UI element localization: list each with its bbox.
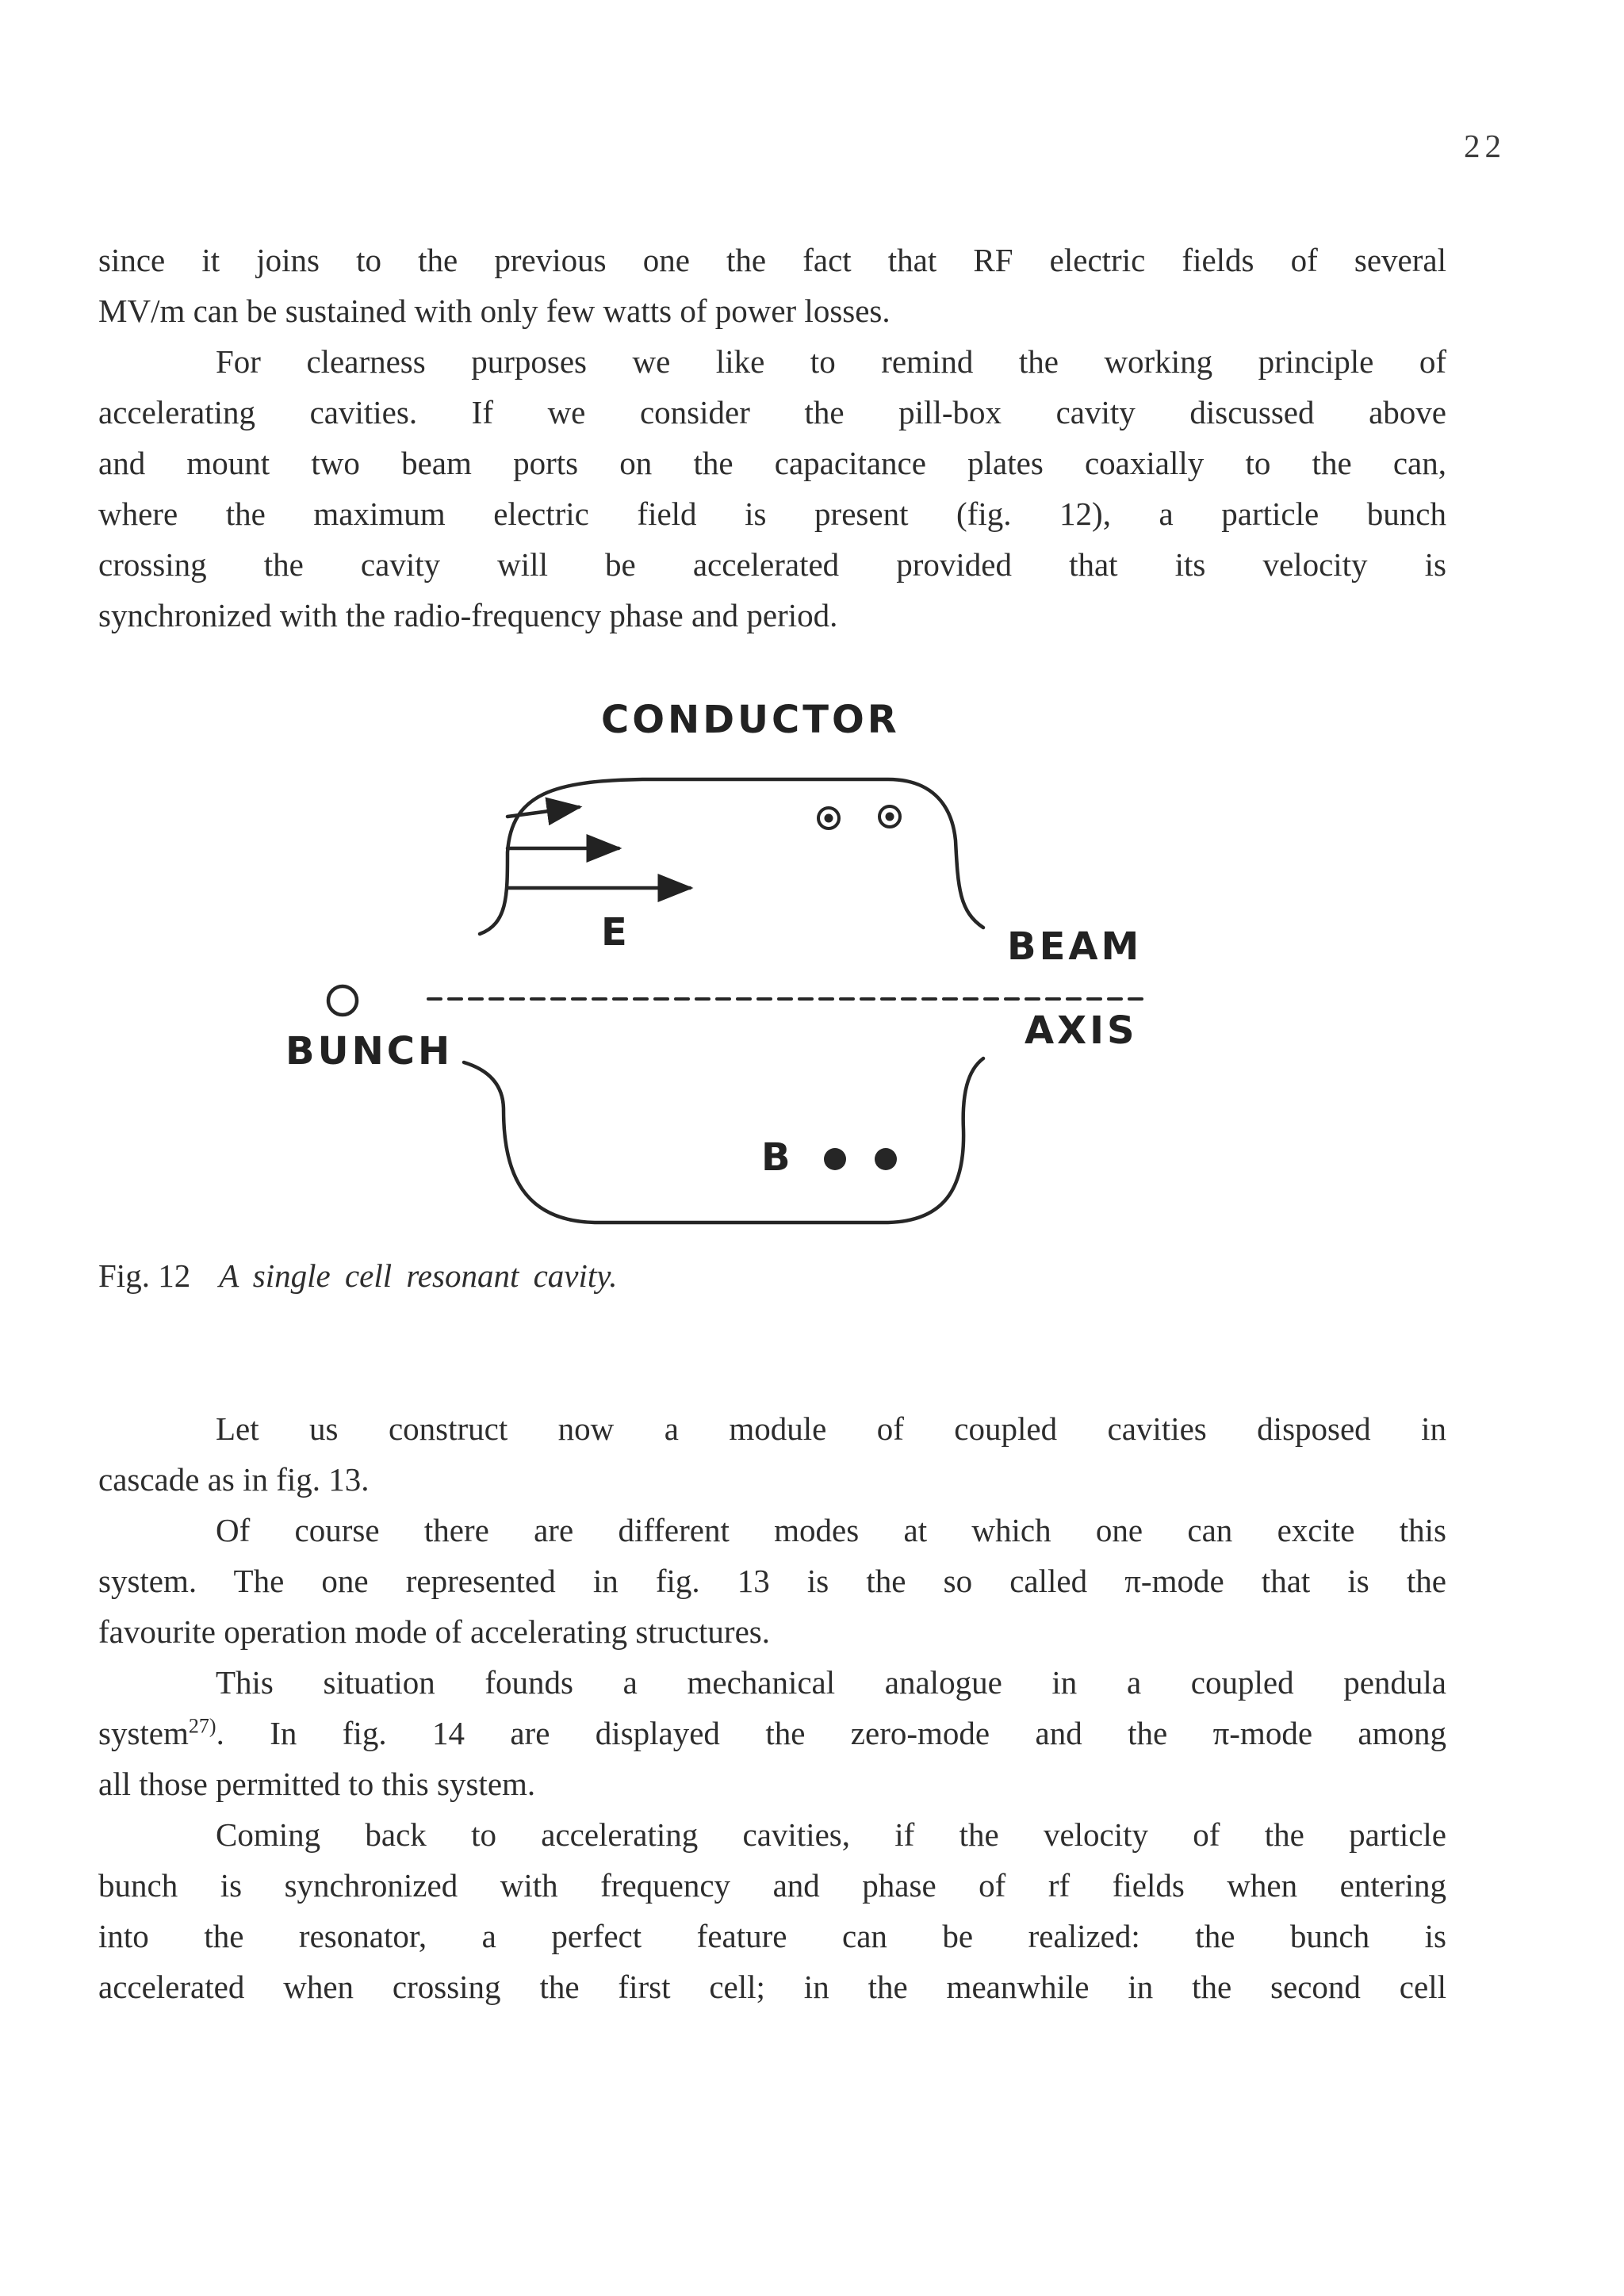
text-line: Let us construct now a module of coupled cavities disposed in <box>216 1410 1446 1447</box>
caption-number: Fig. 12 <box>98 1257 191 1294</box>
top-text <box>98 235 1446 641</box>
beam-label: BEAM <box>1007 924 1143 969</box>
bunch-icon <box>328 986 357 1015</box>
text-line: This situation founds a mechanical analogue in a coupled pendula <box>216 1664 1446 1701</box>
b-field-out-symbols <box>818 806 900 828</box>
text-line: synchronized with the radio-frequency phase and period. <box>98 597 838 633</box>
conductor-label: CONDUCTOR <box>601 698 900 742</box>
caption-title: A single cell resonant cavity. <box>219 1257 618 1294</box>
text-line: favourite operation mode of accelerating structures. <box>98 1613 770 1650</box>
bunch-label: BUNCH <box>285 1029 454 1073</box>
text-line: Of course there are different modes at which one can excite this <box>216 1512 1446 1548</box>
text-line: MV/m can be sustained with only few watts of power losses. <box>98 293 891 329</box>
text-line: crossing the cavity will be accelerated provided that its velocity is <box>98 546 1446 583</box>
text-line: bunch is synchronized with frequency and phase of rf fields when entering <box>98 1867 1446 1904</box>
axis-label: AXIS <box>1025 1008 1138 1053</box>
lower-conductor <box>464 1058 983 1223</box>
text-line: all those permitted to this system. <box>98 1766 536 1802</box>
b-field-label: B <box>761 1135 794 1180</box>
text-line: Coming back to accelerating cavities, if the velocity of the particle <box>216 1816 1446 1853</box>
bottom-text <box>98 1403 1446 2012</box>
text-line: system. The one represented in fig. 13 is the so called π-mode that is the <box>98 1563 1446 1599</box>
b-field-in-symbols <box>824 1148 897 1170</box>
text-line: and mount two beam ports on the capacitance plates coaxially to the can, <box>98 445 1446 481</box>
text-line: where the maximum electric field is present (fig. 12), a particle bunch <box>98 496 1446 532</box>
text-line: accelerated when crossing the first cell; in the meanwhile in the second cell <box>98 1969 1446 2005</box>
text-line: into the resonator, a perfect feature can be realized: the bunch is <box>98 1918 1446 1954</box>
text-fragment: system <box>98 1715 189 1751</box>
upper-conductor <box>480 779 983 934</box>
text-line: accelerating cavities. If we consider the pill-box cavity discussed above <box>98 394 1446 430</box>
text-fragment: . In fig. 14 are displayed the zero-mode and the π-mode among <box>216 1715 1446 1751</box>
e-field-arrow <box>508 807 579 817</box>
citation-ref: 27) <box>188 1714 216 1738</box>
page-number: 22 <box>1464 128 1506 164</box>
figure-caption <box>98 1257 617 1295</box>
e-field-label: E <box>601 910 630 955</box>
text-line: cascade as in fig. 13. <box>98 1461 370 1498</box>
cavity-diagram <box>270 698 1221 1253</box>
cavity-figure <box>270 698 1221 1253</box>
text-line: For clearness purposes we like to remind the working principle of <box>216 343 1446 380</box>
text-line: since it joins to the previous one the fact that RF electric fields of several <box>98 242 1446 278</box>
text-line-with-citation <box>98 1708 1446 1758</box>
